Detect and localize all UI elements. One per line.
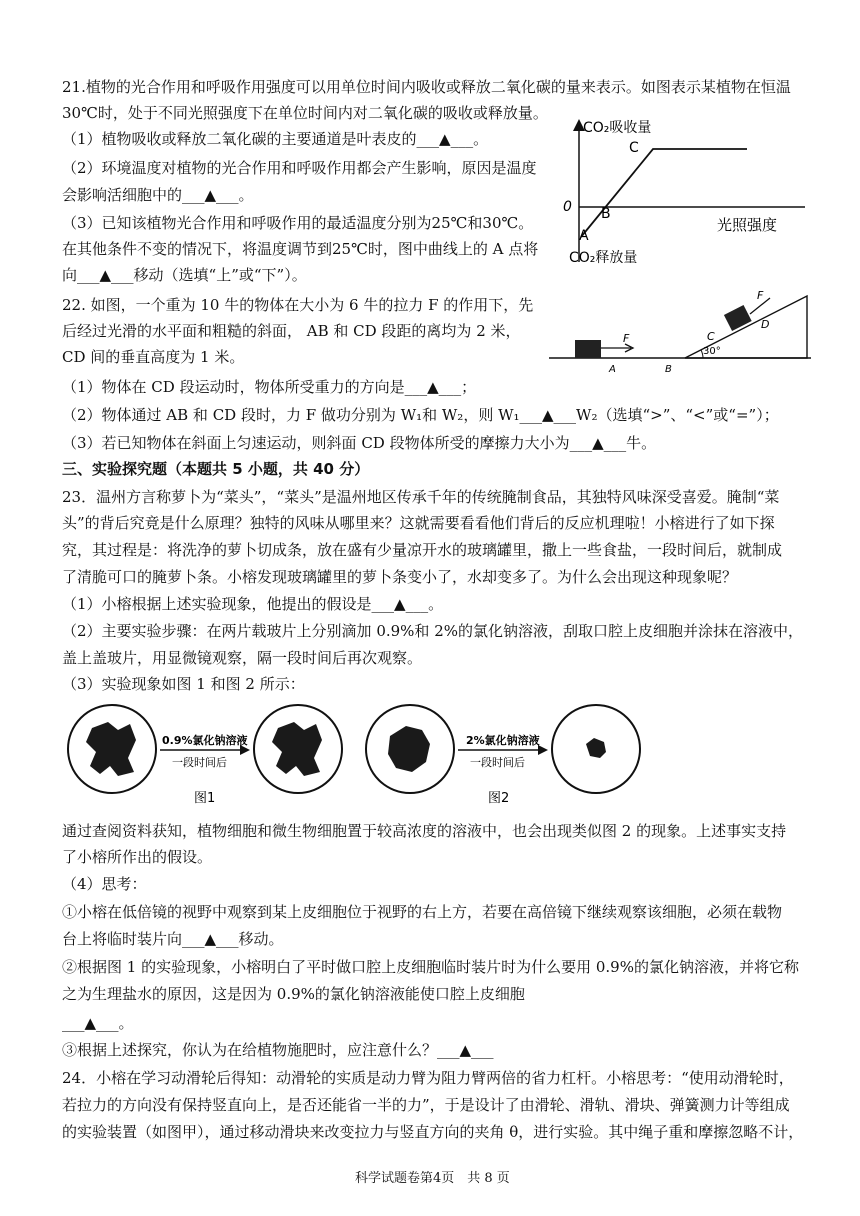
- q22-part-1: （1）物体在 CD 段运动时，物体所受重力的方向是___▲___；: [62, 378, 477, 396]
- fig2-cell-before: [388, 726, 430, 772]
- fig2-caption: 图2: [488, 791, 510, 806]
- graph-ylabel-bottom: CO₂释放量: [569, 250, 638, 266]
- label-point-a: A: [609, 364, 616, 375]
- graph-origin-label: 0: [563, 199, 572, 215]
- label-angle: 30°: [703, 346, 721, 357]
- fig1-cell-before: [86, 722, 136, 776]
- q22-intro-line-3: CD 间的垂直高度为 1 米。: [62, 348, 245, 366]
- q23-think-2a: ②根据图 1 的实验现象，小榕明白了平时做口腔上皮细胞临时装片时为什么要用 0.9%的氯化钠溶液，并将它称: [62, 958, 799, 976]
- figure-2: [360, 700, 660, 810]
- q21-part-2b: 会影响活细胞中的___▲___。: [62, 186, 254, 204]
- q23-part-2b: 盖上盖玻片，用显微镜观察，隔一段时间后再次观察。: [62, 649, 423, 667]
- q23-intro-line-2: 头”的背后究竟是什么原理？独特的风味从哪里来？这就需要看看他们背后的反应机理啦！小榕进行了如下探: [62, 514, 775, 532]
- figure-1: [62, 700, 362, 810]
- graph-point-c: C: [629, 140, 639, 156]
- q23-part-3: （3）实验现象如图 1 和图 2 所示：: [62, 675, 305, 693]
- q21-part-3a: （3）已知该植物光合作用和呼吸作用的最适温度分别为25℃和30℃。: [62, 214, 534, 232]
- graph-point-a: A: [579, 228, 589, 244]
- fig2-arrow-bottom-label: 一段时间后: [470, 756, 525, 769]
- graph-point-b: B: [601, 206, 611, 222]
- fig2-arrow-top-label: 2%氯化钠溶液: [466, 734, 540, 747]
- q21-part-3b: 在其他条件不变的情况下，将温度调节到25℃时，图中曲线上的 A 点将: [62, 240, 539, 258]
- q23-after-line-2: 了小榕所作出的假设。: [62, 848, 213, 866]
- label-point-b: B: [665, 364, 672, 375]
- q23-think-3: ③根据上述探究，你认为在给植物施肥时，应注意什么？___▲___: [62, 1041, 494, 1059]
- q24-line-3: 的实验装置（如图甲），通过移动滑块来改变拉力与竖直方向的夹角 θ，进行实验。其中绳子重和摩擦忽略不计，: [62, 1123, 804, 1141]
- section-3-heading: 三、实验探究题（本题共 5 小题，共 40 分）: [62, 460, 370, 478]
- co2-light-graph: [555, 112, 815, 272]
- fig1-arrow-top-label: 0.9%氯化钠溶液: [162, 734, 248, 747]
- incline-diagram: [545, 288, 815, 380]
- q23-think-2b: 之为生理盐水的原因，这是因为 0.9%的氯化钠溶液能使口腔上皮细胞: [62, 985, 525, 1003]
- q23-part-4: （4）思考：: [62, 875, 147, 893]
- graph-ylabel-top: CO₂吸收量: [583, 120, 652, 136]
- label-f-ground: F: [623, 332, 630, 345]
- label-point-c: C: [707, 330, 715, 343]
- q24-line-1: 24．小榕在学习动滑轮后得知：动滑轮的实质是动力臂为阻力臂两倍的省力杠杆。小榕思考：“使用动滑轮时，: [62, 1069, 794, 1087]
- q22-intro-line-1: 22. 如图，一个重为 10 牛的物体在大小为 6 牛的拉力 F 的作用下，先: [62, 296, 534, 314]
- q21-intro-line-1: 21.植物的光合作用和呼吸作用强度可以用单位时间内吸收或释放二氧化碳的量来表示。如图表示某植物在恒温: [62, 78, 791, 96]
- q21-intro-line-2: 30℃时，处于不同光照强度下在单位时间内对二氧化碳的吸收或释放量。: [62, 104, 548, 122]
- q23-intro-line-4: 了清脆可口的腌萝卜条。小榕发现玻璃罐里的萝卜条变小了，水却变多了。为什么会出现这种现象呢？: [62, 568, 738, 586]
- q23-think-1a: ①小榕在低倍镜的视野中观察到某上皮细胞位于视野的右上方，若要在高倍镜下继续观察该细胞，必须在载物: [62, 903, 783, 921]
- page-footer: 科学试题卷第4页 共 8 页: [355, 1171, 510, 1186]
- graph-xlabel: 光照强度: [717, 216, 778, 234]
- q23-intro-line-3: 究，其过程是：将洗净的萝卜切成条，放在盛有少量凉开水的玻璃罐里，撒上一些食盐，一段时间后，就制成: [62, 541, 783, 559]
- fig2-cell-after: [586, 738, 606, 758]
- fig1-caption: 图1: [194, 791, 216, 806]
- fig1-cell-after: [272, 722, 322, 776]
- label-point-d: D: [761, 318, 770, 331]
- q23-think-2c: ___▲___。: [62, 1014, 134, 1032]
- q23-part-2a: （2）主要实验步骤：在两片载玻片上分别滴加 0.9%和 2%的氯化钠溶液，刮取口腔上皮细胞并涂抹在溶液中，: [62, 622, 803, 640]
- label-f-incline: F: [757, 289, 764, 302]
- q23-after-line-1: 通过查阅资料获知，植物细胞和微生物细胞置于较高浓度的溶液中，也会出现类似图 2 的现象。上述事实支持: [62, 822, 787, 840]
- q22-part-2: （2）物体通过 AB 和 CD 段时，力 F 做功分别为 W₁和 W₂，则 W₁___▲___W₂（选填“>”、“<”或“=”）；: [62, 406, 779, 424]
- q23-think-1b: 台上将临时装片向___▲___移动。: [62, 930, 284, 948]
- q21-part-2a: （2）环境温度对植物的光合作用和呼吸作用都会产生影响，原因是温度: [62, 159, 537, 177]
- q21-part-1: （1）植物吸收或释放二氧化碳的主要通道是叶表皮的___▲___。: [62, 130, 489, 148]
- q23-part-1: （1）小榕根据上述实验现象，他提出的假设是___▲___。: [62, 595, 444, 613]
- block-on-ground: [575, 340, 601, 358]
- q22-intro-line-2: 后经过光滑的水平面和粗糙的斜面， AB 和 CD 段距的离均为 2 米，: [62, 322, 521, 340]
- fig1-arrow-bottom-label: 一段时间后: [172, 756, 227, 769]
- block-on-incline: [724, 305, 752, 331]
- q21-part-3c: 向___▲___移动（选填“上”或“下”）。: [62, 266, 307, 284]
- q24-line-2: 若拉力的方向没有保持竖直向上，是否还能省一半的力”，于是设计了由滑轮、滑轨、滑块、弹簧测力计等组成: [62, 1096, 790, 1114]
- q23-intro-line-1: 23．温州方言称萝卜为“菜头”，“菜头”是温州地区传承千年的传统腌制食品，其独特风味深受喜爱。腌制“菜: [62, 488, 780, 506]
- q22-part-3: （3）若已知物体在斜面上匀速运动，则斜面 CD 段物体所受的摩擦力大小为___▲___牛。: [62, 434, 657, 452]
